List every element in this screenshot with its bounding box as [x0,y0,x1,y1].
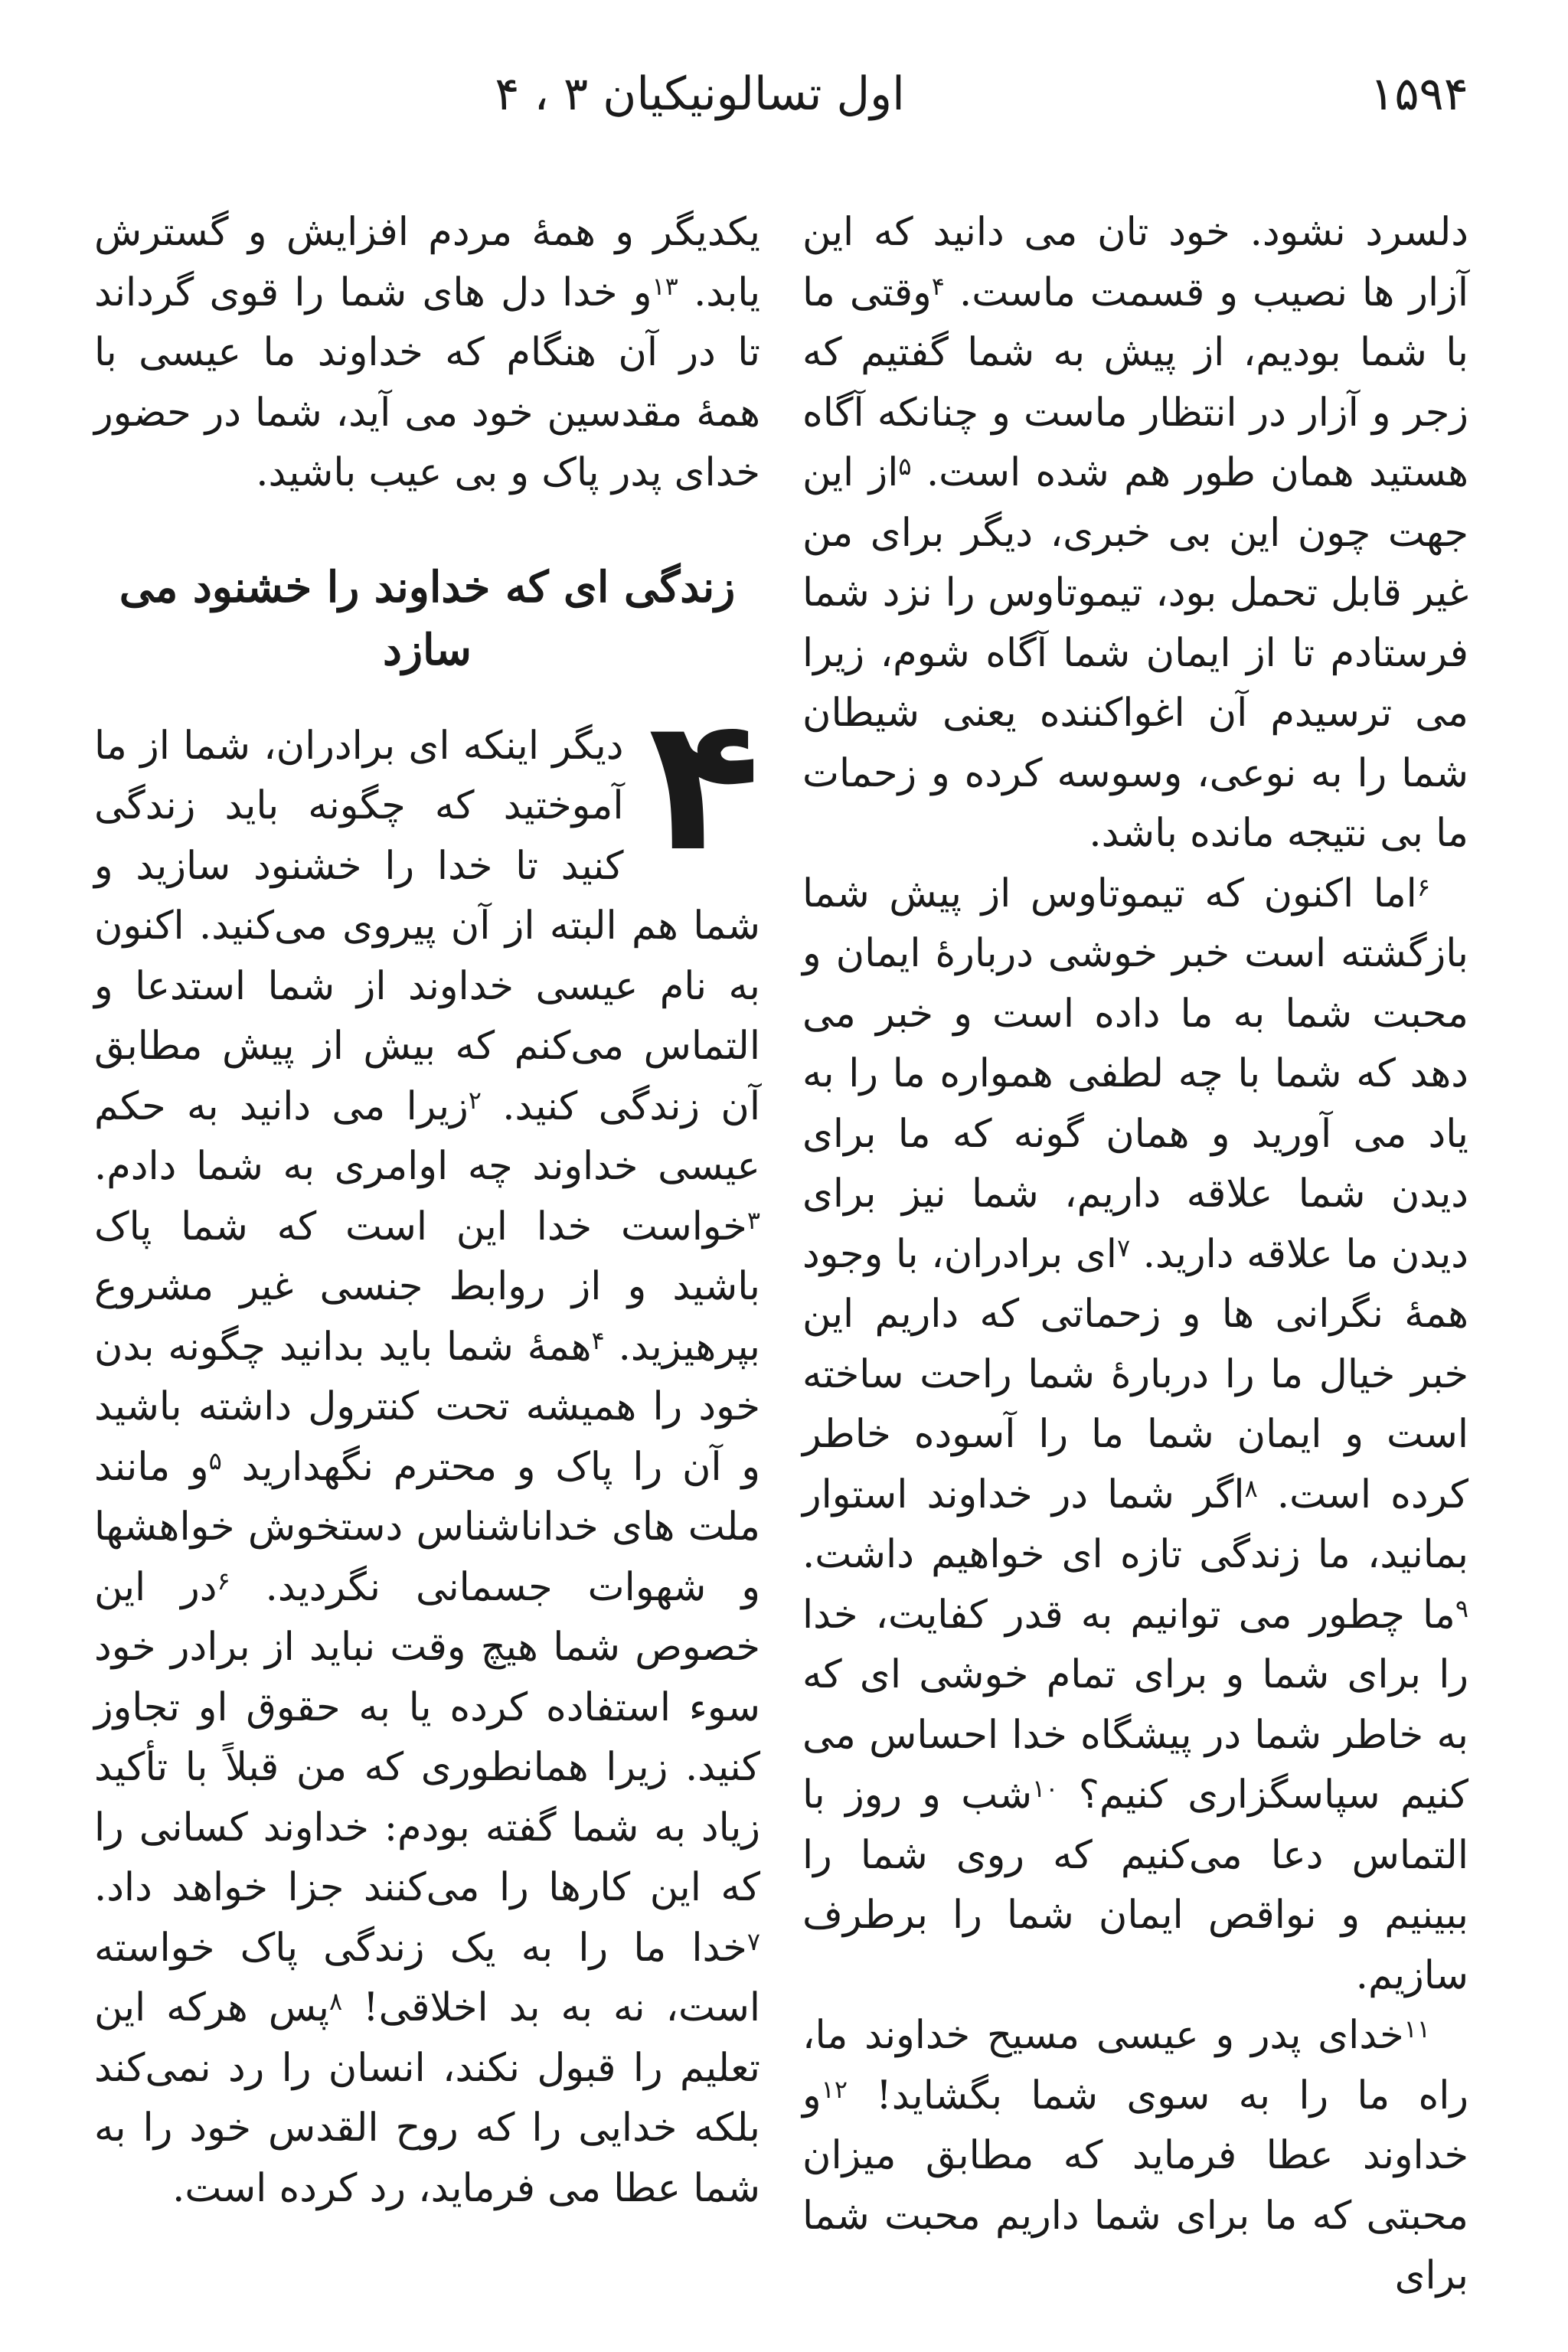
verse-number: ۶ [1416,872,1430,902]
running-title: اول تسالونیکیان ۳ ، ۴ [495,67,905,121]
paragraph: $^۶$اما اکنون که تیموتاوس از پیش شما بازگشته است خبر خوشی دربارۀ ایمان و محبت شما به ما داده است و خبر می دهد که شما با چه لطفی همواره ما را به یاد می آورید و همان گونه که ما برای دیدن شما علاقه داریم، شما نیز برای دیدن ما علاقه دارید. $^۷$ای برادران، با وجود همۀ نگرانی ها و زحماتی که داریم این خبر خیال ما را دربارۀ شما راحت ساخته است و ایمان شما ما را آسوده خاطر کرده است. $^۸$اگر شما در خداوند استوار بمانید، ما زندگی تازه ای خواهیم داشت. $^۹$ما چطور می توانیم به قدر کفایت، خدا را برای شما و برای تمام خوشی ای که به خاطر شما در پیشگاه خدا احساس می کنیم سپاسگزاری کنیم؟ $^{۱۰}$شب و روز با التماس دعا می‌کنیم که روی شما را ببینیم و نواقص ایمان شما را برطرف سازیم. [802,871,1469,1998]
verse-number: ۱۰ [1032,1774,1059,1803]
verse-number: ۷ [746,1926,760,1956]
verse-number: ۱۲ [821,2074,848,2104]
verse-number: ۸ [1244,1473,1258,1503]
text-column-left [94,203,760,2219]
paragraph: دیگر اینکه ای برادران، شما از ما آموختید که چگونه باید زندگی کنید تا خدا را خشنود سازید و شما هم البته از آن پیروی می‌کنید. اکنون به نام عیسی خداوند از شما استدعا و التماس می‌کنم که بیش از پیش مطابق آن زندگی کنید. $^۲$زیرا می دانید به حکم عیسی خداوند چه اوامری به شما دادم. $^۳$خواست خدا این است که شما پاک باشید و از روابط جنسی غیر مشروع بپرهیزید. $^۴$همۀ شما باید بدانید چگونه بدن خود را همیشه تحت کنترول داشته باشید و آن را پاک و محترم نگهدارید $^۵$و مانند ملت های خداناشناس دستخوش خواهشها و شهوات جسمانی نگردید. $^۶$در این خصوص شما هیچ وقت نباید از برادر خود سوء استفاده کرده یا به حقوق او تجاوز کنید. زیرا همانطوری که من قبلاً با تأکید زیاد به شما گفته بودم: خداوند کسانی را که این کارها را می‌کنند جزا خواهد داد. $^۷$خدا ما را به یک زندگی پاک خواسته است، نه به بد اخلاقی! $^۸$پس هرکه این تعلیم را قبول نکند، انسان را رد نمی‌کند بلکه خدایی را که روح القدس خود را به شما عطا می فرماید، رد کرده است. [94,723,761,2211]
verse-number: ۹ [1455,1593,1468,1623]
paragraph: دلسرد نشود. خود تان می دانید که این آزار ها نصیب و قسمت ماست. $^۴$وقتی ما با شما بودیم، از پیش به شما گفتیم که زجر و آزار در انتظار ماست و چنانکه آگاه هستید همان طور هم شده است. $^۵$از این جهت چون این بی خبری، دیگر برای من غیر قابل تحمل بود، تیموتاوس را نزد شما فرستادم تا از ایمان شما آگاه شوم، زیرا می ترسیدم آن اغواکننده یعنی شیطان شما را به نوعی، وسوسه کرده و زحمات ما بی نتیجه مانده باشد. [802,210,1468,856]
verse-number: ۵ [208,1446,222,1475]
verse-number: ۷ [1116,1233,1131,1263]
verse-number: ۴ [591,1325,605,1355]
chapter-number: ۴ [648,677,760,892]
page-number: ۱۵۹۴ [1370,67,1468,121]
verse-number: ۱۳ [652,271,678,301]
chapter-block [94,677,761,2220]
verse-number: ۳ [746,1205,760,1235]
paragraph: یکدیگر و همۀ مردم افزایش و گسترش یابد. $^{۱۳}$و خدا دل های شما را قوی گرداند تا در آن هنگام که خداوند ما عیسی با همۀ مقدسین خود می آید، شما در حضور خدای پدر پاک و بی عیب باشید. [94,210,761,495]
verse-number: ۵ [898,452,912,481]
verse-number: ۲ [468,1085,482,1115]
page-header [130,60,1468,129]
verse-number: ۱۱ [1403,2014,1430,2043]
section-heading: زندگی ای که خداوند را خشنود می سازد [119,561,736,675]
paragraph: $^{۱۱}$خدای پدر و عیسی مسیح خداوند ما، راه ما را به سوی شما بگشاید! $^{۱۲}$و خداوند عطا فرماید که مطابق میزان محبتی که ما برای شما داریم محبت شما برای [802,2013,1468,2298]
verse-number: ۶ [217,1566,230,1596]
verse-number: ۴ [931,271,945,301]
text-column-right [802,203,1468,2307]
verse-number: ۸ [329,1987,343,2016]
